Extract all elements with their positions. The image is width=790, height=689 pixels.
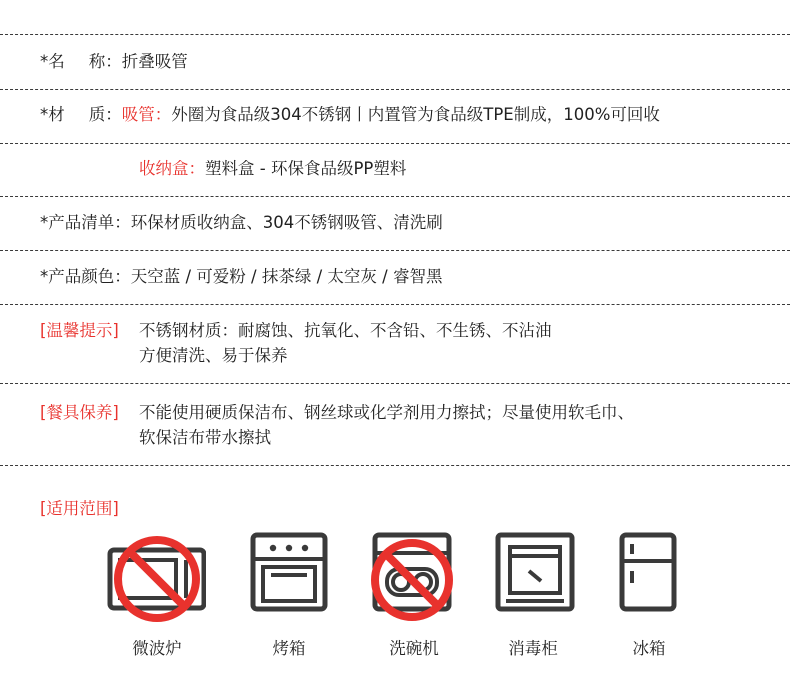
dishwasher-icon	[365, 531, 460, 625]
usage-label: [适用范围]	[40, 499, 119, 518]
box-sublabel: 收纳盒：	[139, 159, 205, 178]
refrigerator-label: 冰箱	[632, 639, 666, 658]
material-label-suffix: 质：	[88, 105, 122, 124]
sterilizer-cabinet-icon	[494, 531, 578, 617]
name-label-prefix: *名	[40, 52, 65, 71]
divider	[0, 196, 790, 197]
divider	[0, 250, 790, 251]
refrigerator-icon	[618, 531, 678, 617]
name-label-suffix: 称：	[88, 52, 122, 71]
contents-value: 环保材质收纳盒、304不锈钢吸管、清洗刷	[130, 213, 443, 232]
warm-tip-line1: 不锈钢材质：耐腐蚀、抗氧化、不含铅、不生锈、不沾油	[139, 321, 552, 340]
care-tip-line2: 软保洁布带水擦拭	[139, 428, 271, 447]
material-value: 外圈为食品级304不锈钢丨内置管为食品级TPE制成，100%可回收	[171, 105, 660, 124]
material-label-prefix: *材	[40, 105, 65, 124]
sterilizer-cabinet-label: 消毒柜	[508, 639, 558, 658]
divider	[0, 304, 790, 305]
warm-tip-line2: 方便清洗、易于保养	[139, 346, 288, 365]
divider	[0, 34, 790, 35]
divider	[0, 465, 790, 466]
name-row	[40, 51, 188, 73]
warm-tip-label: [温馨提示]	[40, 321, 119, 340]
microwave-label: 微波炉	[132, 639, 182, 658]
straw-sublabel: 吸管：	[121, 105, 172, 124]
contents-label: *产品清单：	[40, 213, 131, 232]
colors-label: *产品颜色：	[40, 267, 131, 286]
divider	[0, 143, 790, 144]
microwave-icon	[106, 533, 206, 627]
divider	[0, 89, 790, 90]
oven-label: 烤箱	[272, 639, 306, 658]
box-row	[139, 158, 406, 180]
contents-row	[40, 212, 443, 234]
dishwasher-label: 洗碗机	[389, 639, 439, 658]
colors-value: 天空蓝 / 可爱粉 / 抹茶绿 / 太空灰 / 睿智黑	[130, 267, 443, 286]
oven-icon	[249, 531, 329, 617]
divider	[0, 383, 790, 384]
material-row	[40, 104, 660, 126]
care-tip-line1: 不能使用硬质保洁布、钢丝球或化学剂用力擦拭；尽量使用软毛巾、	[139, 403, 634, 422]
colors-row	[40, 266, 442, 288]
name-value: 折叠吸管	[121, 52, 188, 71]
care-tip-label: [餐具保养]	[40, 403, 119, 422]
box-value: 塑料盒 - 环保食品级PP塑料	[205, 159, 407, 178]
